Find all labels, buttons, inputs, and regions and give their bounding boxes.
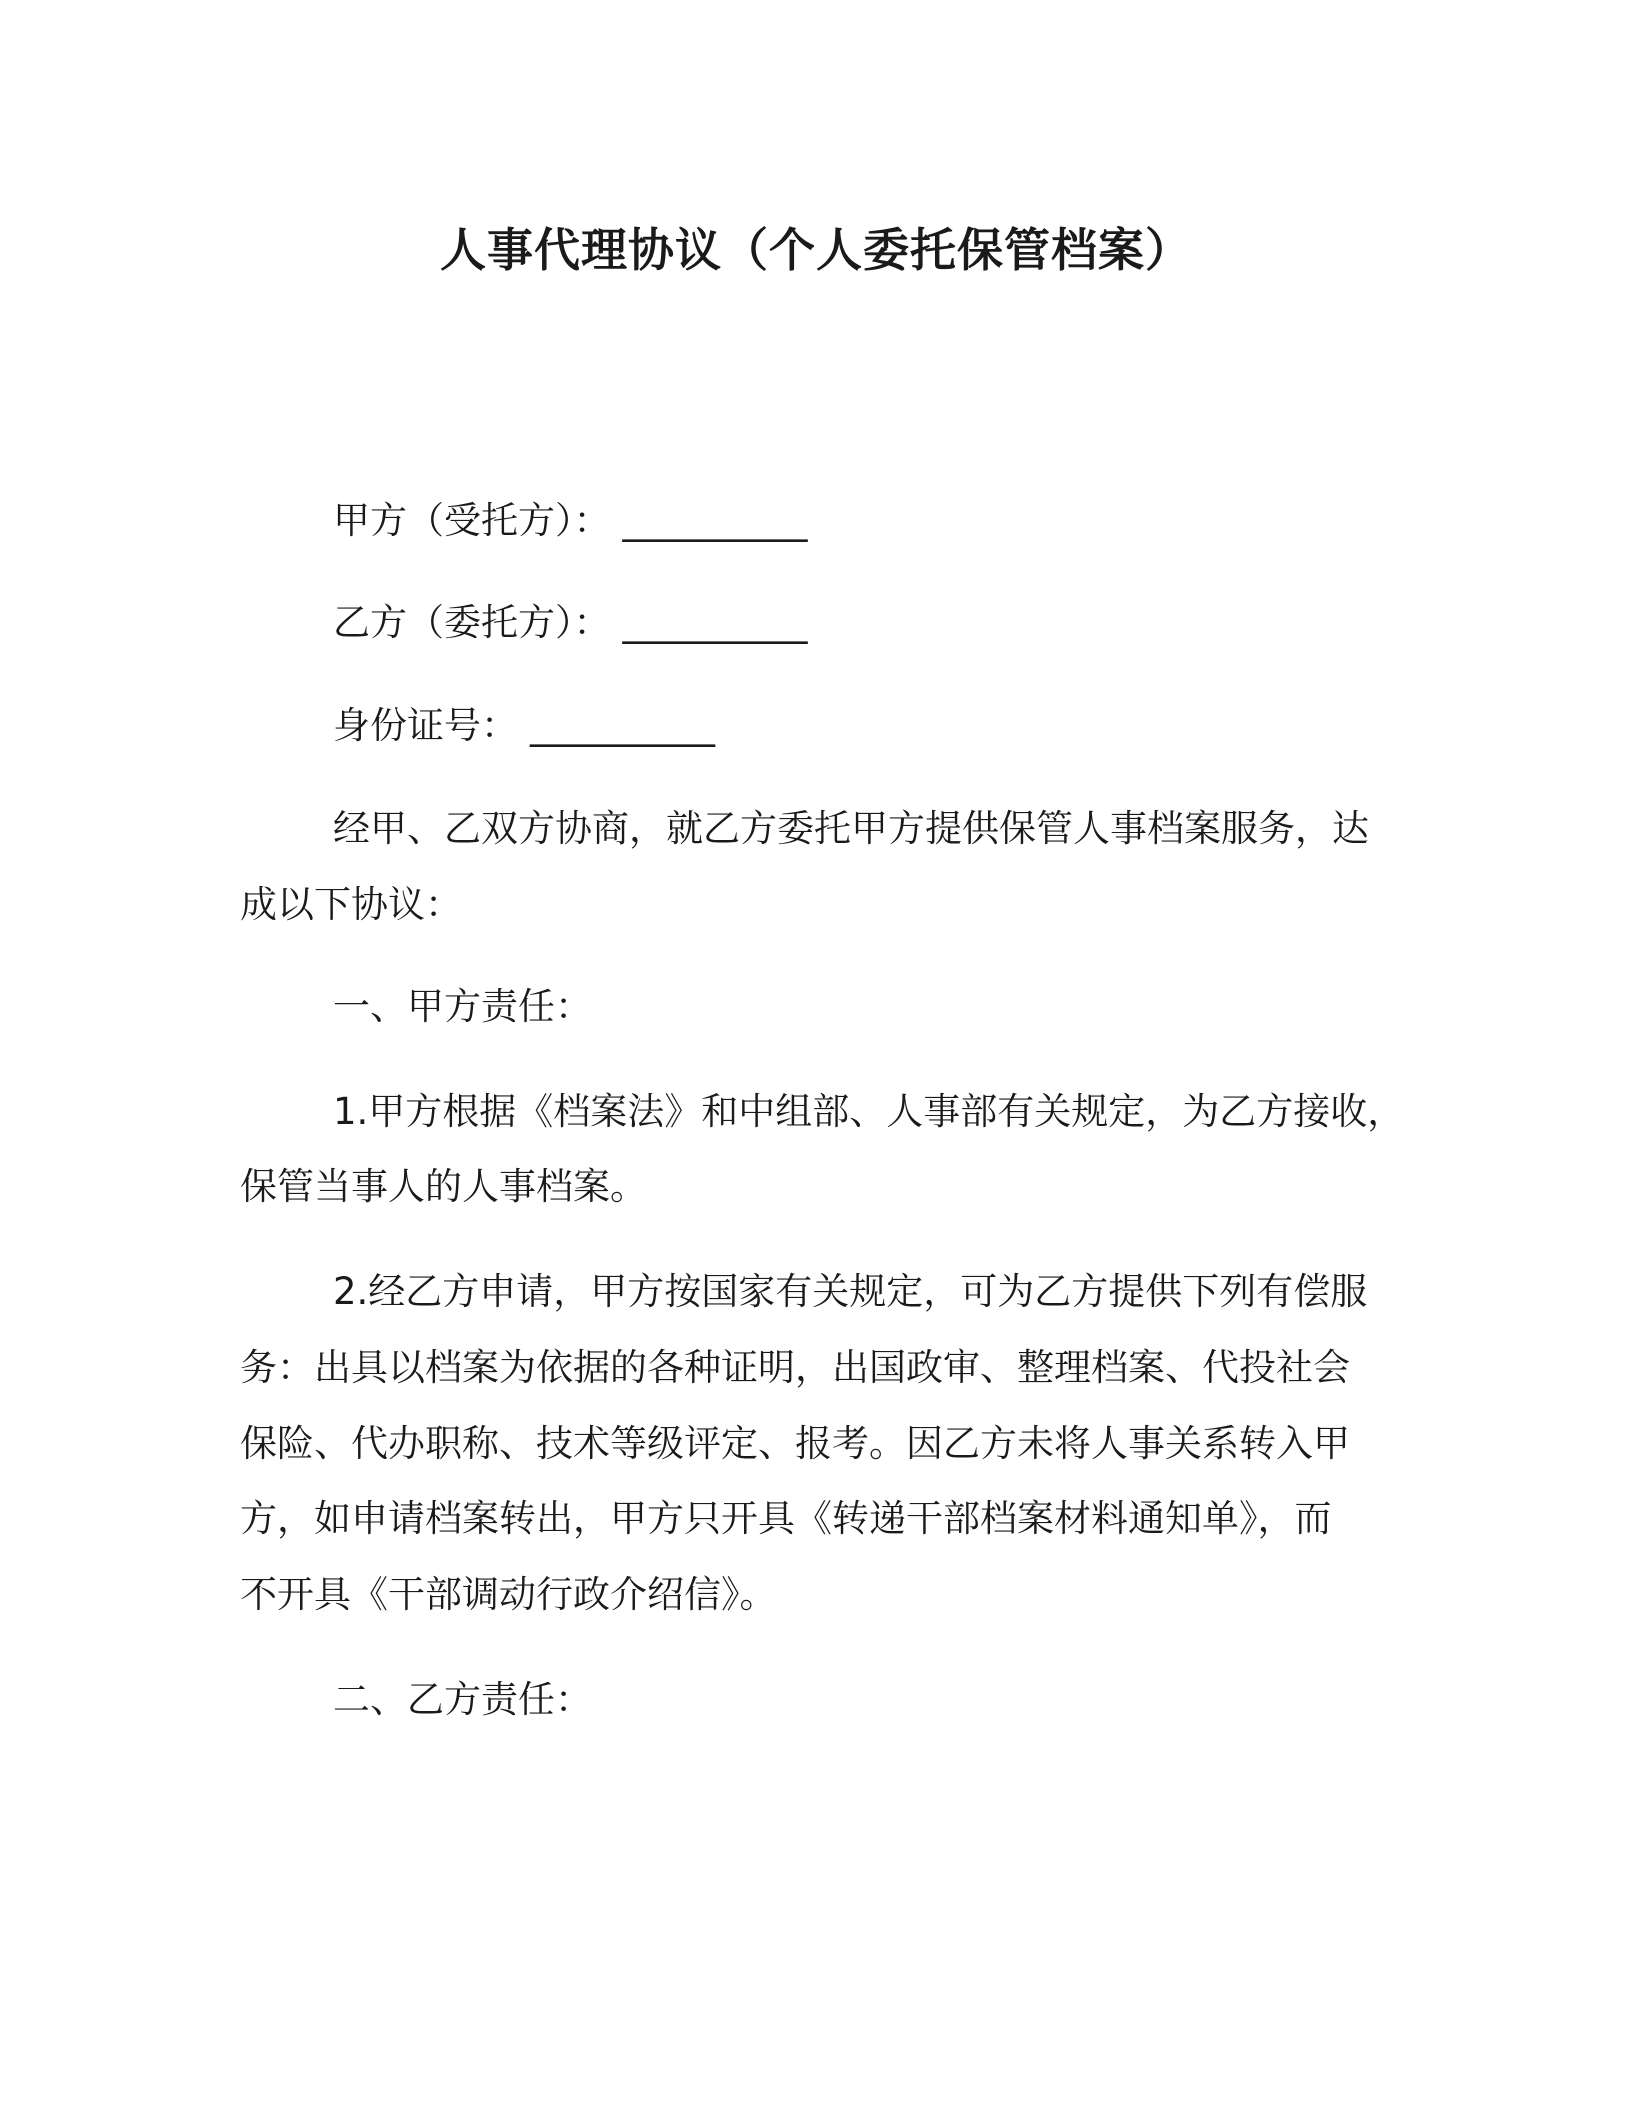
document-title: 人事代理协议（个人委托保管档案）	[440, 223, 1192, 277]
party-a-label: 甲方（受托方）：	[333, 499, 611, 542]
clause-2-line: 保险、代办职称、技术等级评定、报考。因乙方未将人事关系转入甲	[240, 1422, 1350, 1465]
party-b-line	[333, 599, 808, 647]
party-b-label: 乙方（委托方）：	[333, 601, 611, 644]
clause-2-line: 务：出具以档案为依据的各种证明，出国政审、整理档案、代投社会	[240, 1346, 1350, 1389]
clause-1-line: 保管当事人的人事档案。	[240, 1165, 647, 1208]
id-number-blank: __________	[530, 704, 715, 747]
preamble-line: 成以下协议：	[240, 883, 462, 926]
id-number-line	[333, 702, 715, 750]
party-a-line	[333, 497, 808, 545]
preamble-line: 经甲、乙双方协商，就乙方委托甲方提供保管人事档案服务，达	[333, 807, 1369, 850]
clause-2-line: 不开具《干部调动行政介绍信》。	[240, 1573, 777, 1616]
party-a-blank: __________	[622, 499, 808, 542]
id-number-label: 身份证号：	[333, 704, 518, 747]
section-heading-party-b: 二、乙方责任：	[333, 1678, 592, 1721]
party-b-blank: __________	[622, 601, 808, 644]
clause-1-line: 1.甲方根据《档案法》和中组部、人事部有关规定，为乙方接收，	[333, 1090, 1405, 1133]
section-heading-party-a: 一、甲方责任：	[333, 985, 592, 1028]
clause-2-line: 2.经乙方申请，甲方按国家有关规定，可为乙方提供下列有偿服	[333, 1270, 1368, 1313]
clause-2-line: 方，如申请档案转出，甲方只开具《转递干部档案材料通知单》，而	[240, 1497, 1332, 1540]
